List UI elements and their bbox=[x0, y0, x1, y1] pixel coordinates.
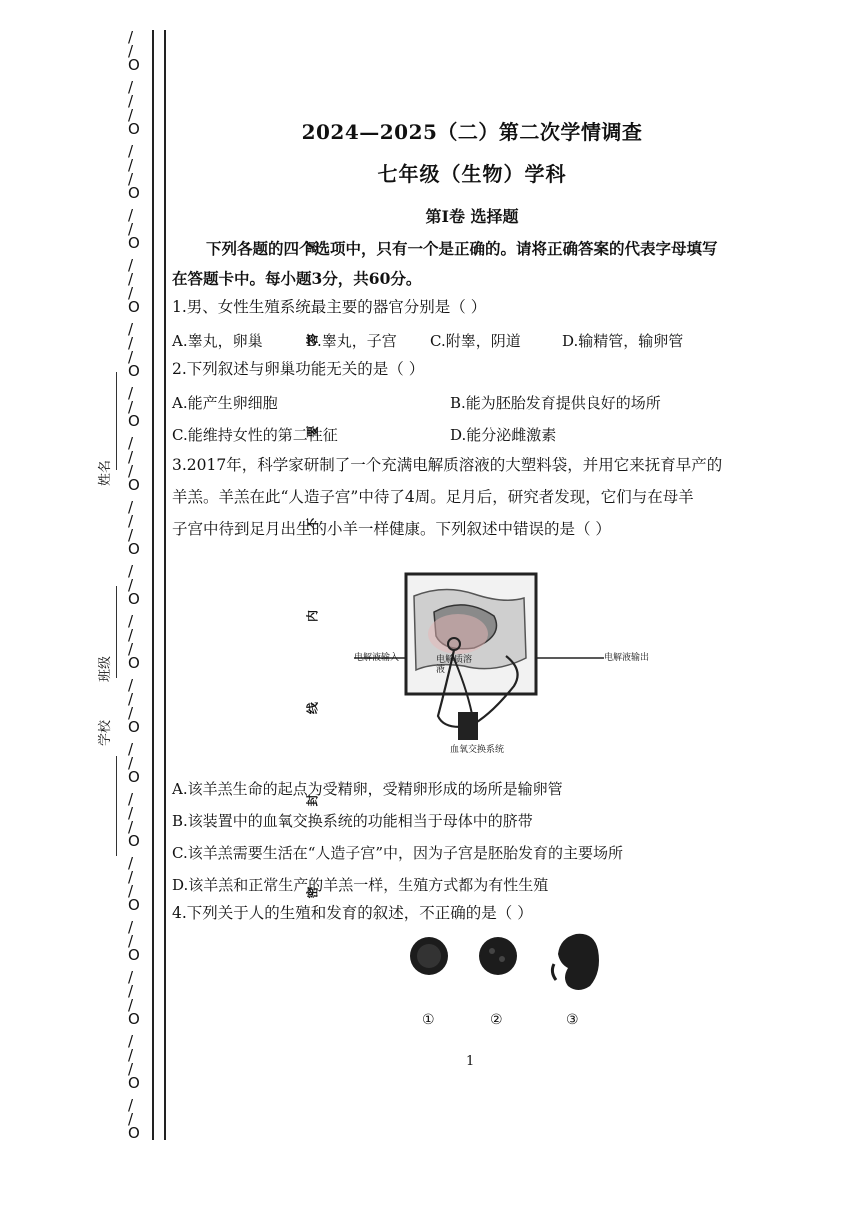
figure-label-2: ② bbox=[490, 1012, 503, 1028]
binding-slash-mark: / bbox=[128, 1060, 134, 1078]
figure-label-solution: 电解质溶液 bbox=[436, 655, 473, 675]
binding-slash-mark: / bbox=[128, 1046, 134, 1064]
binding-circle-mark: O bbox=[128, 1074, 140, 1092]
binding-slash-mark: / bbox=[128, 512, 134, 530]
embryo-cluster-image bbox=[476, 935, 520, 981]
school-field-label: 学校 bbox=[98, 719, 113, 746]
question-2-option-b[interactable]: B.能为胚胎发育提供良好的场所 bbox=[450, 394, 661, 412]
binding-slash-mark: / bbox=[128, 270, 134, 288]
binding-slash-mark: / bbox=[128, 142, 134, 160]
figure-label-outlet: 电解液输出 bbox=[604, 653, 650, 663]
artificial-womb-figure bbox=[354, 566, 666, 760]
question-4-stem: 4.下列关于人的生殖和发育的叙述，不正确的是（ ） bbox=[172, 904, 533, 922]
binding-slash-mark: / bbox=[128, 690, 134, 708]
question-2-stem: 2.下列叙述与卵巢功能无关的是（ ） bbox=[172, 360, 425, 378]
fertilized-egg-image bbox=[408, 935, 450, 981]
binding-slash-mark: / bbox=[128, 156, 134, 174]
page-number: 1 bbox=[466, 1054, 475, 1069]
binding-circle-mark: O bbox=[128, 234, 140, 252]
binding-slash-mark: / bbox=[128, 28, 134, 46]
question-3-stem-line-2: 羊羔。羊羔在此“人造子宫”中待了4周。足月后，研究者发现，它们与在母羊 bbox=[172, 488, 694, 506]
binding-circle-mark: O bbox=[128, 362, 140, 380]
binding-circle-mark: O bbox=[128, 476, 140, 494]
binding-slash-mark: / bbox=[128, 882, 134, 900]
name-field-line bbox=[116, 372, 117, 470]
binding-slash-mark: / bbox=[128, 982, 134, 1000]
binding-slash-mark: / bbox=[128, 448, 134, 466]
question-3-stem-line-1: 3.2017年，科学家研制了一个充满电解质溶液的大塑料袋，并用它来抚育早产的 bbox=[172, 456, 723, 474]
binding-slash-mark: / bbox=[128, 1110, 134, 1128]
binding-slash-mark: / bbox=[128, 754, 134, 772]
binding-slash-mark: / bbox=[128, 1096, 134, 1114]
binding-slash-mark: / bbox=[128, 626, 134, 644]
binding-slash-mark: / bbox=[128, 612, 134, 630]
binding-slash-mark: / bbox=[128, 868, 134, 886]
question-3-stem-line-3: 子宫中待到足月出生的小羊一样健康。下列叙述中错误的是（ ） bbox=[172, 520, 611, 538]
binding-slash-mark: / bbox=[128, 526, 134, 544]
figure-label-inlet: 电解液输入 bbox=[354, 653, 400, 663]
binding-slash-mark: / bbox=[128, 434, 134, 452]
binding-slash-mark: / bbox=[128, 576, 134, 594]
binding-circle-mark: O bbox=[128, 768, 140, 786]
binding-circle-mark: O bbox=[128, 184, 140, 202]
section-heading: 第Ⅰ卷 选择题 bbox=[425, 207, 519, 226]
binding-slash-column bbox=[128, 30, 148, 1140]
binding-slash-mark: / bbox=[128, 918, 134, 936]
binding-slash-mark: / bbox=[128, 562, 134, 580]
binding-slash-mark: / bbox=[128, 1032, 134, 1050]
binding-slash-mark: / bbox=[128, 498, 134, 516]
question-2-option-a[interactable]: A.能产生卵细胞 bbox=[172, 394, 278, 412]
artificial-womb-drawing bbox=[354, 566, 666, 760]
binding-circle-mark: O bbox=[128, 654, 140, 672]
binding-slash-mark: / bbox=[128, 220, 134, 238]
instruction-line-2: 在答题卡中。每小题3分，共60分。 bbox=[172, 269, 422, 288]
question-1-option-a[interactable]: A.睾丸，卵巢 bbox=[172, 332, 263, 350]
question-1-option-d[interactable]: D.输精管，输卵管 bbox=[562, 332, 684, 350]
binding-slash-mark: / bbox=[128, 42, 134, 60]
binding-slash-mark: / bbox=[128, 790, 134, 808]
class-field-label: 班级 bbox=[98, 655, 113, 682]
binding-circle-mark: O bbox=[128, 298, 140, 316]
binding-circle-mark: O bbox=[128, 946, 140, 964]
question-3-option-c[interactable]: C.该羊羔需要生活在“人造子宫”中，因为子宫是胚胎发育的主要场所 bbox=[172, 844, 624, 862]
binding-slash-mark: / bbox=[128, 256, 134, 274]
seal-notice-text: 密 封 线 内 不 要 答 题 bbox=[305, 203, 320, 899]
binding-slash-mark: / bbox=[128, 854, 134, 872]
fertilized-egg-drawing bbox=[408, 935, 450, 977]
question-3-option-a[interactable]: A.该羊羔生命的起点为受精卵，受精卵形成的场所是输卵管 bbox=[172, 780, 563, 798]
binding-slash-mark: / bbox=[128, 78, 134, 96]
binding-slash-mark: / bbox=[128, 320, 134, 338]
binding-slash-mark: / bbox=[128, 932, 134, 950]
binding-slash-mark: / bbox=[128, 968, 134, 986]
figure-label-3: ③ bbox=[566, 1012, 579, 1028]
binding-slash-mark: / bbox=[128, 92, 134, 110]
question-3-option-b[interactable]: B.该装置中的血氧交换系统的功能相当于母体中的脐带 bbox=[172, 812, 533, 830]
binding-slash-mark: / bbox=[128, 284, 134, 302]
binding-slash-mark: / bbox=[128, 106, 134, 124]
fetus-drawing bbox=[546, 928, 606, 998]
exam-subtitle: 七年级（生物）学科 bbox=[377, 162, 567, 186]
binding-rule-outer bbox=[164, 30, 166, 1140]
binding-slash-mark: / bbox=[128, 384, 134, 402]
class-field-line bbox=[116, 586, 117, 678]
instruction-line-1: 下列各题的四个选项中，只有一个是正确的。请将正确答案的代表字母填写 bbox=[206, 239, 718, 258]
fetus-image bbox=[546, 928, 606, 1002]
binding-slash-mark: / bbox=[128, 170, 134, 188]
binding-slash-mark: / bbox=[128, 704, 134, 722]
binding-slash-mark: / bbox=[128, 996, 134, 1014]
embryo-cluster-drawing bbox=[476, 935, 520, 977]
binding-circle-mark: O bbox=[128, 896, 140, 914]
binding-circle-mark: O bbox=[128, 412, 140, 430]
binding-circle-mark: O bbox=[128, 120, 140, 138]
binding-slash-mark: / bbox=[128, 818, 134, 836]
figure-label-1: ① bbox=[422, 1012, 435, 1028]
binding-slash-mark: / bbox=[128, 804, 134, 822]
binding-slash-mark: / bbox=[128, 206, 134, 224]
question-1-option-c[interactable]: C.附睾，阴道 bbox=[430, 332, 521, 350]
exam-title: 2024—2025（二）第二次学情调查 bbox=[301, 120, 643, 144]
question-2-option-d[interactable]: D.能分泌雌激素 bbox=[450, 426, 557, 444]
binding-slash-mark: / bbox=[128, 334, 134, 352]
binding-circle-mark: O bbox=[128, 718, 140, 736]
question-3-option-d[interactable]: D.该羊羔和正常生产的羊羔一样，生殖方式都为有性生殖 bbox=[172, 876, 549, 894]
question-1-stem: 1.男、女性生殖系统最主要的器官分别是（ ） bbox=[172, 298, 487, 316]
binding-circle-mark: O bbox=[128, 1010, 140, 1028]
binding-circle-mark: O bbox=[128, 832, 140, 850]
question-1-option-b[interactable]: B.睾丸，子宫 bbox=[306, 332, 397, 350]
school-field-line bbox=[116, 756, 117, 856]
binding-slash-mark: / bbox=[128, 676, 134, 694]
name-field-label: 姓名 bbox=[98, 459, 113, 486]
binding-slash-mark: / bbox=[128, 640, 134, 658]
binding-circle-mark: O bbox=[128, 590, 140, 608]
binding-rule-inner bbox=[152, 30, 154, 1140]
binding-slash-mark: / bbox=[128, 348, 134, 366]
question-2-option-c[interactable]: C.能维持女性的第二性征 bbox=[172, 426, 338, 444]
binding-circle-mark: O bbox=[128, 540, 140, 558]
binding-circle-mark: O bbox=[128, 1124, 140, 1142]
binding-slash-mark: / bbox=[128, 740, 134, 758]
binding-slash-mark: / bbox=[128, 398, 134, 416]
figure-label-oxygen-system: 血氧交换系统 bbox=[450, 745, 505, 755]
binding-slash-mark: / bbox=[128, 462, 134, 480]
binding-circle-mark: O bbox=[128, 56, 140, 74]
